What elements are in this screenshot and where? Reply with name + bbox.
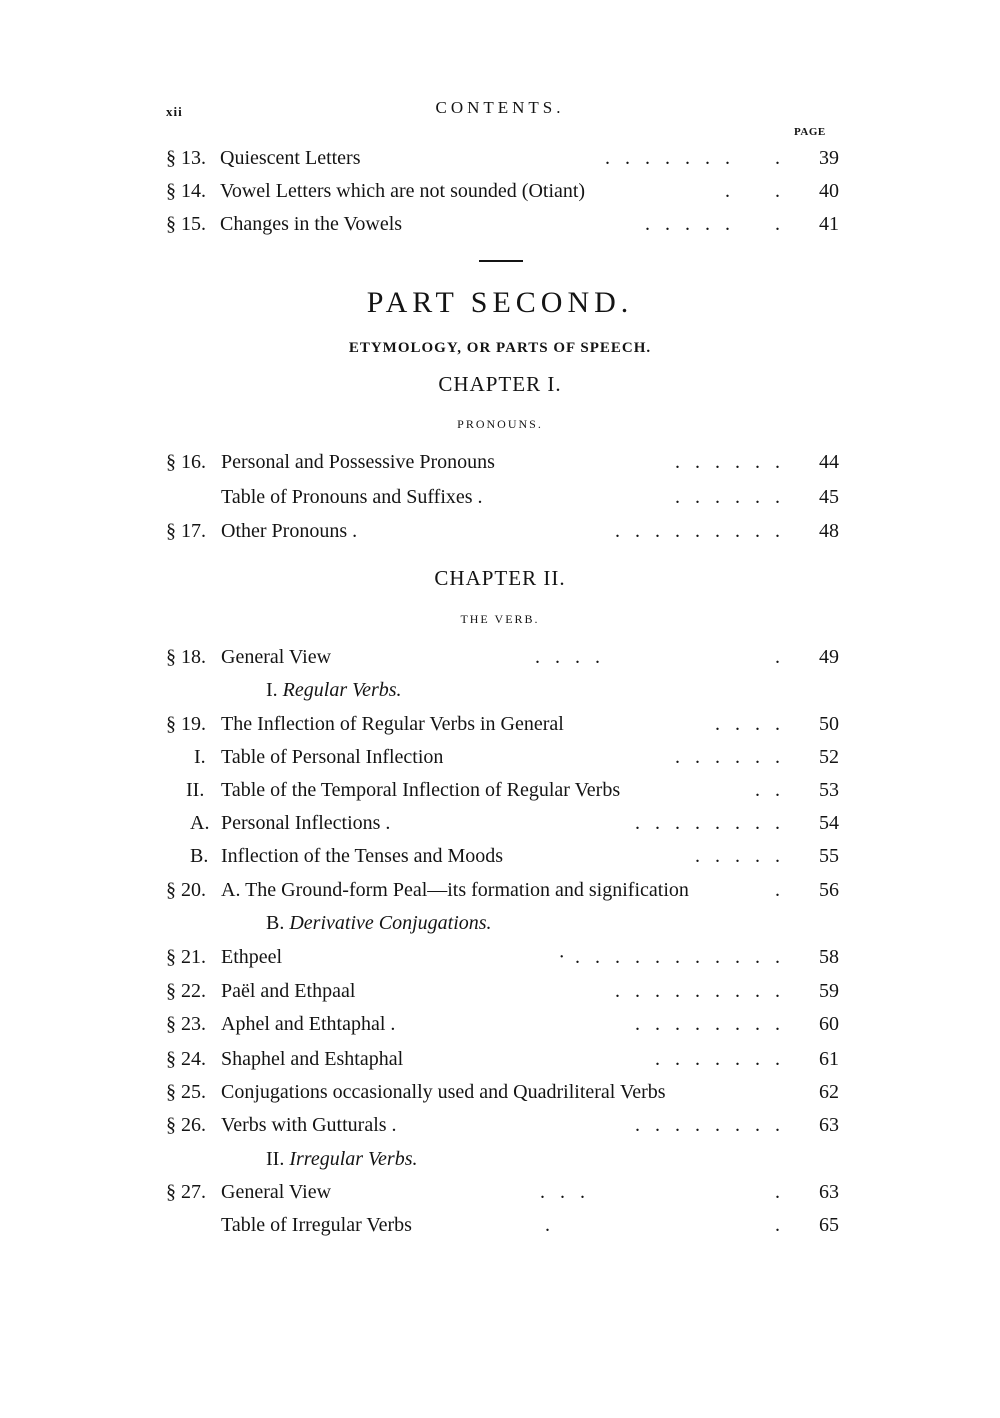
chapter-subtitle: PRONOUNS. [457,417,543,431]
entry-title: A. The Ground-form Peal—its formation and signification [221,879,689,901]
toc-entry [0,976,1000,1006]
dot-leaders: . . . . . . . . . [615,980,780,1002]
chapter-subtitle: THE VERB. [460,612,540,626]
dot-leaders: . . . . . . [675,486,780,508]
dot-leaders: . . . . . . . . [635,1013,780,1035]
part-title: PART SECOND. [366,286,634,319]
dot-leaders: . . . . . . [675,451,780,473]
subheading-text: Regular Verbs. [282,679,402,701]
dot-leaders: . . . . . . . . [605,147,780,169]
page-ref: 53 [819,779,839,801]
entry-title: Inflection of the Tenses and Moods [221,845,504,867]
running-title: CONTENTS. [435,98,565,117]
chapter-title: CHAPTER I. [438,372,562,396]
page-ref: 60 [819,1013,839,1035]
section-number: § 21. [166,946,206,968]
entry-title: Shaphel and Eshtaphal [221,1048,404,1070]
entry-title: Conjugations occasionally used and Quadriliteral Verbs [221,1081,666,1103]
subheading [266,1144,417,1174]
dot-leaders: . . . . . . [645,213,780,235]
section-number: I. [194,746,206,768]
entry-title: The Inflection of Regular Verbs in General [221,713,564,735]
toc-entry [0,642,1000,672]
section-number: § 15. [166,213,206,235]
section-number: § 17. [166,520,206,542]
toc-entry [0,1044,1000,1074]
subheading [266,675,402,705]
page-ref: 49 [819,646,839,668]
page-ref: 63 [819,1114,839,1136]
dot-leaders: . . . . . [535,646,780,668]
dot-leaders: . . [545,1214,780,1236]
toc-entry [0,841,1000,871]
section-number: § 24. [166,1048,206,1070]
toc-entry [0,482,1000,512]
page-ref: 59 [819,980,839,1002]
toc-entry [0,942,1000,972]
page-ref: 48 [819,520,839,542]
toc-entry [0,808,1000,838]
subheading-text: Derivative Conjugations. [289,912,492,934]
dot-leaders: . . . . . . . . [635,1114,780,1136]
subheading-text: Irregular Verbs. [289,1148,418,1170]
page-ref: 61 [819,1048,839,1070]
page-header [0,98,1000,122]
toc-entry [0,1210,1000,1240]
toc-entry [0,1110,1000,1140]
entry-title: General View [221,1181,332,1203]
dot-leaders: . . [725,180,780,202]
dot-leaders: · . . . . . . . . . . . [558,946,780,968]
page-ref: 63 [819,1181,839,1203]
entry-title: Personal Inflections . [221,812,391,834]
page-ref: 54 [819,812,839,834]
entry-title: Other Pronouns . [221,520,358,542]
page-ref: 56 [819,879,839,901]
section-number: § 23. [166,1013,206,1035]
entry-title: Quiescent Letters [220,147,361,169]
section-number: § 27. [166,1181,206,1203]
section-number: § 22. [166,980,206,1002]
section-number: § 19. [166,713,206,735]
page-ref: 41 [819,213,839,235]
section-number: § 16. [166,451,206,473]
section-number: § 20. [166,879,206,901]
subheading-numeral: II. [266,1148,285,1170]
chapter-title: CHAPTER II. [434,566,566,590]
dot-leaders: . . . . . . [675,746,780,768]
toc-entry [0,742,1000,772]
section-number: A. [190,812,210,834]
page-ref: 52 [819,746,839,768]
section-number: II. [186,779,205,801]
entry-title: Ethpeel [221,946,283,968]
toc-entry [0,1009,1000,1039]
dot-leaders: . . . . [715,713,780,735]
page-ref: 39 [819,147,839,169]
page-ref: 58 [819,946,839,968]
dot-leaders: . . . . . [695,845,780,867]
page-ref: 50 [819,713,839,735]
page-ref: 55 [819,845,839,867]
page-ref: 44 [819,451,839,473]
section-number: B. [190,845,209,867]
entry-title: Paël and Ethpaal [221,980,356,1002]
entry-title: Personal and Possessive Pronouns [221,451,495,473]
section-number: § 14. [166,180,206,202]
toc-entry [0,447,1000,477]
toc-entry [0,143,1000,173]
page-column-label: PAGE [794,126,826,138]
page-ref: 40 [819,180,839,202]
toc-entry [0,176,1000,206]
page-ref: 62 [819,1081,839,1103]
toc-entry [0,516,1000,546]
entry-title: Table of the Temporal Inflection of Regular Verbs [221,779,621,801]
entry-title: Table of Personal Inflection [221,746,444,768]
section-number: § 18. [166,646,206,668]
subheading-numeral: I. [266,679,278,701]
subheading [266,908,492,938]
dot-leaders: . . . . . . . . [635,812,780,834]
entry-title: Verbs with Gutturals . [221,1114,397,1136]
entry-title: General View [221,646,332,668]
page-ref: 65 [819,1214,839,1236]
page-ref: 45 [819,486,839,508]
dot-leaders: . . . . [540,1181,780,1203]
entry-title: Table of Irregular Verbs [221,1214,412,1236]
section-number: § 13. [166,147,206,169]
toc-entry [0,709,1000,739]
toc-entry [0,209,1000,239]
part-subtitle: ETYMOLOGY, OR PARTS OF SPEECH. [348,340,652,356]
subheading-numeral: B. [266,912,285,934]
section-number: § 25. [166,1081,206,1103]
dot-leaders: . . . . . . . . . [615,520,780,542]
entry-title: Vowel Letters which are not sounded (Otiant) [220,180,586,202]
toc-entry [0,875,1000,905]
toc-entry [0,1077,1000,1107]
entry-title: Changes in the Vowels [220,213,403,235]
toc-entry [0,775,1000,805]
divider-rule [479,260,523,262]
dot-leaders: . . . . . . . [655,1048,780,1070]
dot-leaders: . [775,879,780,901]
dot-leaders: . . [755,779,780,801]
entry-title: Table of Pronouns and Suffixes . [221,486,483,508]
entry-title: Aphel and Ethtaphal . [221,1013,396,1035]
section-number: § 26. [166,1114,206,1136]
page-number: xii [166,104,183,119]
toc-entry [0,1177,1000,1207]
